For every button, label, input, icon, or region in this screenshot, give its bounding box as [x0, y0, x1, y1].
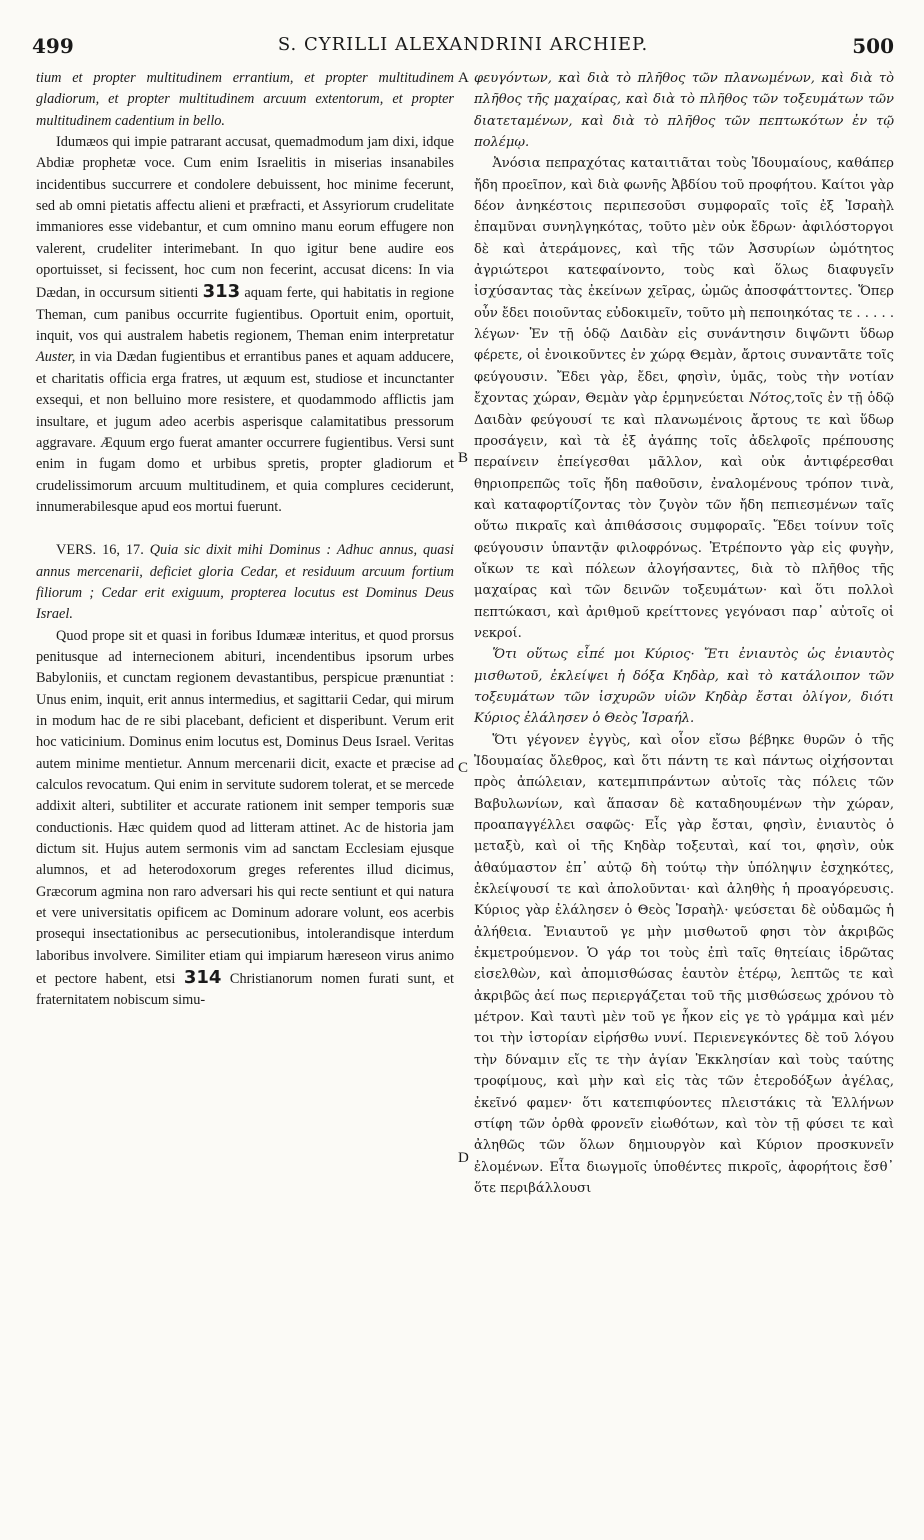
latin-paragraph-4 [36, 626, 454, 1012]
greek-italic-word: Νότος, [749, 391, 796, 407]
latin-column [36, 68, 454, 1012]
running-title: S. CYRILLI ALEXANDRINI ARCHIEP. [277, 34, 649, 55]
greek-text: τοῖς ἐν τῇ ὁδῷ Δαιδὰν φεύγουσί τε καὶ πλανωμένοις ἄρτους τε καὶ ὕδωρ προσάγειν, καὶ τὰ ἐξ ἀγάπης τοῖς ἀδελφοῖς πρέπουσης περαίνειν ἐπείγεσθαι μᾶλλον, καὶ οὐκ ἀντιφέρεσθαι θηριοπρεπῶς τοῖς ἤδη παθοῦσιν, ἐναλομένους τρόπον τινὰ, καὶ καταφορτίζοντας τὸν ζυγὸν τῶν ἤδη πεπιεσμένων ταῖς οὕτω πικραῖς καὶ ἀπιθάσσοις συμφοραῖς. Ἔδει τοίνυν τοῖς φεύγουσιν ὑπαντᾷν φιλοφρόνως. Ἐτρέποντο γὰρ εἰς φυγὴν, οἴκων τε καὶ πόλεων ἀλογήσαντες, διὰ τὸ πλῆθος τῆς μαχαίρας καὶ τῶν δεινῶν τοξευμάτων· καὶ ὅτι πολλοὶ πεπτώκασι, καὶ ἀριθμοῦ κρείττονες γεγόνασι παρ᾽ αὐτοῖς οἱ νεκροί. [474, 391, 894, 641]
column-number-314: 314 [183, 967, 222, 989]
column-number-313: 313 [202, 281, 241, 303]
section-marker-d: D [458, 1150, 469, 1166]
latin-paragraph-2 [36, 132, 454, 518]
page-header [32, 34, 894, 60]
greek-column [474, 68, 894, 1199]
latin-text: Quod prope sit et quasi in foribus Idumææ interitus, et quod prorsus penitusque ad internecionem abituri, incendentibus ipsorum urbes Babyloniis, et cunctam regionem devastantibus, perspicue prænuntiat : Unus enim, inquit, erit annus intermedius, et sagittarii Cedar, qui mirum in modum hac de re sibi placebant, deficient et disperibunt. Verum erit hoc vaticinium. Dominus enim locutus est, Dominus Deus Israel. Veritas autem minime mentietur. Annum mercenarii dicit, exacte et præcise ad calculos revocatum. Qui enim in servitute sudorem tolerat, et se mercede addixit alteri, subtiliter et accurate rationem init semper temporis suæ conductionis. Hæc quidem quod ad litteram attinet. Ac de historia jam dictum sit. Hujus autem sermonis vim ad sanctam Ecclesiam ejusque alumnos, et ad heterodoxorum greges referentes illud dicimus, Græcorum agmina non raro adversari his qui recte sentiunt et qui natura et vere universitatis opificem ac Dominum adorare volunt, eos acerbis prosequi insectationibus ac persecutionibus, intolerandisque interdum laboribus involvere. Similiter etiam qui impiarum hæreseon virus animo et pectore habent, etsi [36, 627, 454, 988]
greek-text: Ἀνόσια πεπραχότας καταιτιᾶται τοὺς Ἰδουμαίους, καθάπερ ἤδη προεῖπον, καὶ διὰ φωνῆς Ἀβδίου τοῦ προφήτου. Καίτοι γὰρ δέον ἀνηκέστοις περιπεσοῦσι συμφοραῖς τοῖς ἐξ Ἰσραὴλ ἐπαμῦναι συνηλγηκότας, τοῦτο μὲν οὐκ ἔδρων· ἀφιλόστοργοι δὲ καὶ ἀτεράμονες, καὶ τῆς τῶν Ἀσσυρίων ὠμότητος ἀγριώτεροι κατεφαίνοντο, τοὺς καὶ ὅλως διαφυγεῖν ἰσχύσαντας τὰς ἐκείνων χεῖρας, ὠμῶς ἀποσφάττοντες. Ὅπερ οὖν ἔδει ποιοῦντας εὐδοκιμεῖν, τοῦτο μὴ πεποιηκότας τε . . . . . λέγων· Ἐν τῇ ὁδῷ Δαιδὰν εἰς συνάντησιν διψῶντι ὕδωρ φέρετε, οἱ ἐνοικοῦντες ἐν χώρᾳ Θεμὰν, ἄρτοις συναντᾶτε τοῖς φεύγουσιν. Ἔδει γὰρ, ἔδει, φησὶν, ὑμᾶς, τοὺς τὴν νοτίαν ἔχοντας χώραν, Θεμὰν γὰρ ἑρμηνεύεται [474, 156, 894, 407]
page-number-right: 500 [852, 34, 894, 58]
latin-text: aquam ferte, qui habitatis in regione Theman, cum panibus occurrite fugientibus. Oportuit enim, oportuit, inquit, vos qui australem habetis regionem, Theman enim interpretatur [36, 285, 454, 345]
latin-paragraph-1: tium et propter multitudinem errantium, et propter multitudinem gladiorum, et propter multitudinem arcuum extentorum, et propter multitudinem cadentium in bello. [36, 70, 454, 129]
greek-paragraph-4: Ὅτι γέγονεν ἐγγὺς, καὶ οἷον εἴσω βέβηκε θυρῶν ὁ τῆς Ἰδουμαίας ὄλεθρος, καὶ ὅτι πάντη τε καὶ πάντως οἰχήσονται πρὸς ἀπώλειαν, κατεμπιπράντων αὐτοῖς τὰς πόλεις τῶν Βαβυλωνίων, καὶ ἅπασαν δὲ καταδηουμένων τὴν χώραν, προαπαγγέλλει σαφῶς· Εἷς γὰρ ἔσται, φησὶν, ἐνιαυτὸς ὁ μεταξὺ, καὶ οἱ τῆς Κηδὰρ τοξευταὶ, καί τοι, φησὶν, οὐκ ἀθαύμαστον ἐπ᾽ αὐτῷ δὴ τούτῳ τὴν ὑπόληψιν ἐσχηκότες, ἐκλείψουσί τε καὶ ἀπολοῦνται· καὶ ἀληθὴς ἡ προαγόρευσις. Κύριος γὰρ ἐλάλησεν ὁ Θεὸς Ἰσραὴλ· ψεύσεται δὲ οὐδαμῶς ἡ ἀλήθεια. Ἐνιαυτοῦ γε μὴν μισθωτοῦ φησι τὸν ἀκριβῶς ἐκμετρούμενον. Ὁ γάρ τοι τοὺς ἐπὶ ταῖς θητείαις ἱδρῶτας εἰσελθὼν, καὶ ἀπομισθώσας ἑαυτὸν ἑτέρῳ, λεπτῶς τε καὶ ἀκριβῶς ἀεί πως περιεργάζεται τοῦ τῆς μισθώσεως χρόνου τὸ μέτρον. Καὶ ταυτὶ μὲν τοῦ γε ἧκον εἰς γε τὸ γράμμα καὶ μέν τοι τὴν ἱστορίαν εἰρήσθω νυνί. Περιενεγκόντες δὲ τοῦ λόγου τὴν δύναμιν εἴς τε τὴν ἁγίαν Ἐκκλησίαν καὶ τοὺς ταύτης τροφίμους, καὶ μὴν καὶ εἰς τὰς τῶν ἑτεροδόξων ἀγέλας, ἐκεῖνό φαμεν· ὅτι κατεπιφύοντες πλειστάκις τὰ Ἑλλήνων στίφη τῶν ὀρθὰ φρονεῖν εἰωθότων, καὶ τὸν τῇ φύσει τε καὶ ἀληθῶς τῶν ὅλων δημιουργὸν καὶ Κύριον προσκυνεῖν ἐλομένων. Εἶτα διωγμοῖς ὑποθέντες πικροῖς, ἀφορήτοις ἔσθ᾽ ὅτε περιβάλλουσι [474, 732, 894, 1196]
latin-text: Idumæos qui impie patrarant accusat, quemadmodum jam dixi, idque Abdiæ prophetæ voce. Cum enim Israelitis in miserias insanabiles incidentibus succurrere et condolere debuissent, hoc minime fecerunt, sed ab omni pietatis affectu alieni et præfracti, et Assyriorum crudelitate immaniores esse videbantur, et cum omnino manu eorum effugere non valerent, crudeliter interimebant. In quo igitur bene audire eos oportuisset, si fecissent, hoc cum non fecerint, accusat dicens: In via Dædan, in occursum sitienti [36, 134, 454, 302]
verse-text: Quia sic dixit mihi Dominus : Adhuc annus, quasi annus mercenarii, deficiet gloria Cedar, et residuum arcuum fortium filiorum ; Cedar erit exiguum, propterea locutus est Dominus Deus Israel. [36, 542, 454, 623]
section-marker-c: C [458, 760, 469, 776]
greek-paragraph-2 [474, 153, 894, 644]
verse-heading [36, 540, 454, 625]
page-number-left: 499 [32, 34, 74, 58]
section-marker-a: A [458, 70, 469, 86]
section-marker-b: B [458, 450, 469, 466]
greek-paragraph-1: φευγόντων, καὶ διὰ τὸ πλῆθος τῶν πλανωμένων, καὶ διὰ τὸ πλῆθος τῆς μαχαίρας, καὶ διὰ τὸ πλῆθος τῶν τοξευμάτων τῶν διατεταμένων, καὶ διὰ τὸ πλῆθος τῶν πεπτωκότων ἐν τῷ πολέμῳ. [474, 71, 894, 151]
latin-text: in via Dædan fugientibus et errantibus panes et aquam adducere, et charitatis officia erga fratres, ut æquum est, studiose et incunctanter exsequi, et non belluino more resistere, et quodammodo afflictis jam insultare, et jugum adeo acerbis asperisque calamitatibus pressorum aggravare. Æquum ergo fuerat amanter occurrere fugientibus. Versi sunt enim in fugam domo et urbibus spretis, propter gladiorum et crudelissimorum arcuum multitudinem, et quia complures ceciderunt, innumerabilesque apud eos mortui fuerunt. [36, 349, 455, 515]
latin-text: Christianorum nomen furati sunt, et fraternitatem nobiscum simu- [36, 971, 455, 1009]
verse-label: VERS. 16, 17. [56, 542, 144, 559]
latin-italic-word: Auster, [36, 349, 76, 366]
greek-verse: Ὅτι οὕτως εἶπέ μοι Κύριος· Ἔτι ἐνιαυτὸς ὡς ἐνιαυτὸς μισθωτοῦ, ἐκλείψει ἡ δόξα Κηδὰρ, καὶ τὸ κατάλοιπον τῶν τοξευμάτων τῶν ἰσχυρῶν υἱῶν Κηδὰρ ἔσται ὀλίγον, διότι Κύριος ἐλάλησεν ὁ Θεὸς Ἰσραήλ. [474, 647, 894, 727]
